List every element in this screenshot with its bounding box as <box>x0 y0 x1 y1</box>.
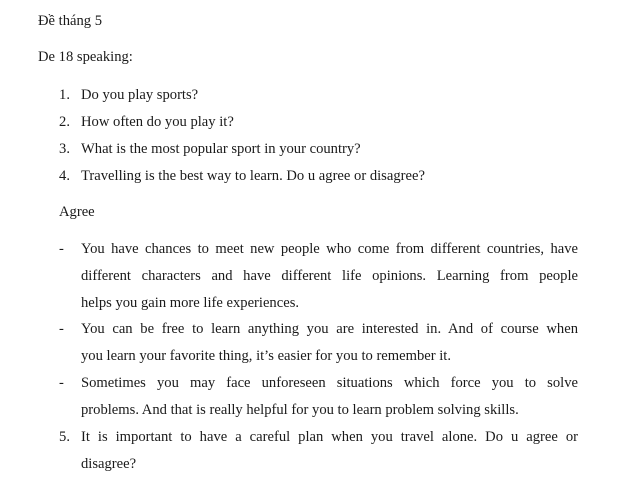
list-item-text: disagree? <box>81 456 137 472</box>
list-item-text: It is important to have a careful plan when you travel alone. Do u agree or <box>81 429 578 445</box>
bullet-marker: - <box>59 321 64 337</box>
list-item-text: Travelling is the best way to learn. Do u agree or disagree? <box>81 168 425 184</box>
stance-label: Agree <box>59 204 95 220</box>
document-subheading: De 18 speaking: <box>38 49 133 65</box>
bullet-line: Sometimes you may face unforeseen situations which force you to solve <box>81 375 578 391</box>
document-heading: Đề tháng 5 <box>38 13 103 29</box>
bullet-line: helps you gain more life experiences. <box>81 295 300 311</box>
list-item-number: 2. <box>59 114 70 130</box>
list-item-number: 5. <box>59 429 70 445</box>
list-item-text: What is the most popular sport in your country? <box>81 141 361 157</box>
bullet-line: different characters and have different life opinions. Learning from people <box>81 268 578 284</box>
bullet-marker: - <box>59 375 64 391</box>
list-item-number: 1. <box>59 87 70 103</box>
bullet-line: problems. And that is really helpful for you to learn problem solving skills. <box>81 402 519 418</box>
list-item-number: 3. <box>59 141 70 157</box>
list-item-text: Do you play sports? <box>81 87 199 103</box>
list-item-text: How often do you play it? <box>81 114 234 130</box>
bullet-line: you learn your favorite thing, it’s easier for you to remember it. <box>81 348 452 364</box>
bullet-line: You can be free to learn anything you are interested in. And of course when <box>81 321 578 337</box>
bullet-marker: - <box>59 241 64 257</box>
bullet-line: You have chances to meet new people who come from different countries, have <box>81 241 578 257</box>
list-item-number: 4. <box>59 168 70 184</box>
